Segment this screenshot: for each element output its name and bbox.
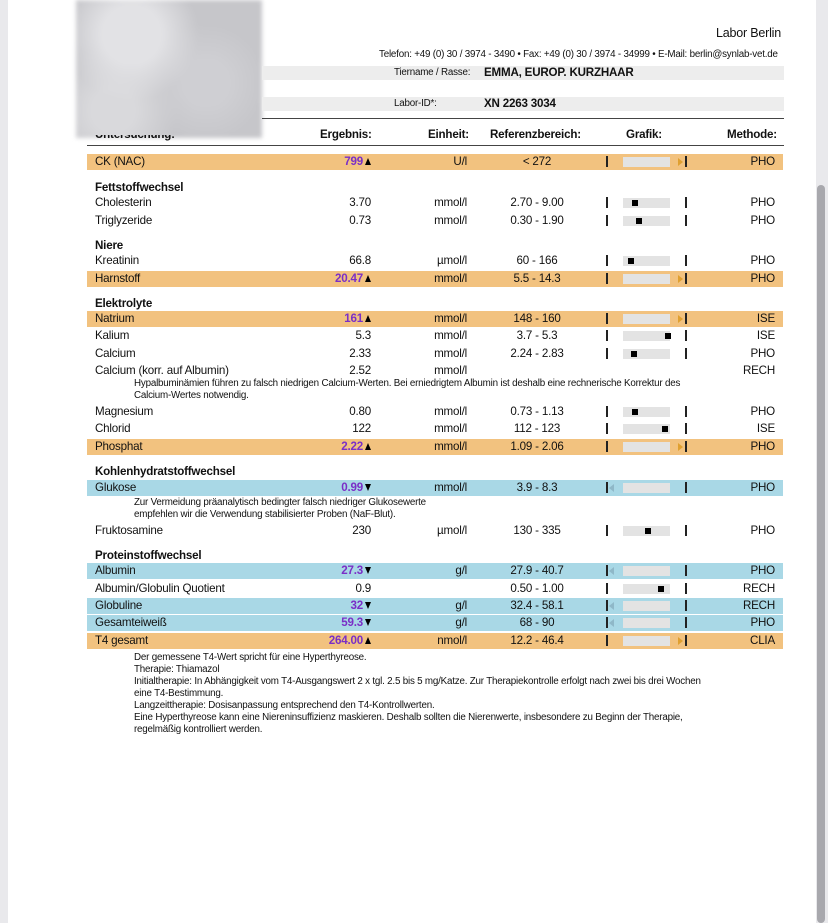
test-unit: g/l <box>455 599 467 612</box>
test-method: PHO <box>750 481 775 494</box>
range-bar-track <box>623 407 670 417</box>
range-bar-left-tick <box>606 406 608 417</box>
table-header-divider <box>87 145 784 146</box>
range-bar-track <box>623 349 670 359</box>
row-note-line: Calcium-Wertes notwendig. <box>134 390 249 401</box>
labid-label: Labor-ID*: <box>394 98 437 109</box>
test-method: PHO <box>750 440 775 453</box>
range-bar-left-tick <box>606 525 608 536</box>
test-reference-range: 68 - 90 <box>519 616 555 629</box>
test-reference-range: 130 - 335 <box>513 524 561 537</box>
test-result <box>341 481 371 494</box>
range-bar-right-tick <box>685 482 687 493</box>
test-reference-range: 32.4 - 58.1 <box>510 599 564 612</box>
range-bar-left-tick <box>606 197 608 208</box>
result-value: 20.47 <box>334 272 363 285</box>
col-unit-header: Einheit: <box>428 128 469 141</box>
test-result <box>344 312 371 325</box>
test-reference-range: 3.9 - 8.3 <box>516 481 558 494</box>
arrow-up-icon <box>365 315 371 322</box>
test-method: PHO <box>750 155 775 168</box>
test-unit: mmol/l <box>434 312 467 325</box>
final-note-line: regelmäßig kontrolliert werden. <box>134 724 263 735</box>
arrow-up-icon <box>365 158 371 165</box>
vertical-scrollbar[interactable] <box>817 185 825 923</box>
test-method: ISE <box>756 422 775 435</box>
lab-contact: Telefon: +49 (0) 30 / 3974 - 3490 • Fax: +49 (0) 30 / 3974 - 34999 • E-Mail: berlin@synlab-vet.de <box>379 49 778 60</box>
test-method: PHO <box>750 347 775 360</box>
range-bar-left-tick <box>606 617 608 628</box>
test-name: Kreatinin <box>95 254 139 267</box>
test-unit: µmol/l <box>437 254 467 267</box>
row-highlight <box>87 615 783 631</box>
result-value: 230 <box>352 524 371 537</box>
range-bar-left-tick <box>606 348 608 359</box>
arrow-up-icon <box>365 443 371 450</box>
range-bar-right-tick <box>685 441 687 452</box>
test-method: ISE <box>756 329 775 342</box>
result-value: 264.00 <box>328 634 363 647</box>
arrow-up-icon <box>365 637 371 644</box>
test-result <box>349 405 371 418</box>
test-method: PHO <box>750 214 775 227</box>
test-name: Albumin <box>95 564 136 577</box>
final-note-line: Der gemessene T4-Wert spricht für eine Hyperthyreose. <box>134 652 367 663</box>
test-method: RECH <box>742 364 775 377</box>
range-bar-track <box>623 274 670 284</box>
result-value: 3.70 <box>349 196 371 209</box>
range-bar-left-tick <box>606 565 608 576</box>
test-result <box>349 254 371 267</box>
test-unit: mmol/l <box>434 481 467 494</box>
test-unit: mmol/l <box>434 329 467 342</box>
result-value: 0.73 <box>349 214 371 227</box>
test-result <box>341 616 371 629</box>
test-name: Natrium <box>95 312 135 325</box>
result-value: 0.80 <box>349 405 371 418</box>
test-result <box>352 524 371 537</box>
out-of-range-high-icon <box>678 315 683 323</box>
test-name: Cholesterin <box>95 196 152 209</box>
range-bar-track <box>623 331 670 341</box>
range-bar-marker <box>658 586 664 592</box>
final-note-line: Eine Hyperthyreose kann eine Niereninsuffizienz maskieren. Deshalb sollten die Nierenwerte, insbesondere zu Beginn der Therapie, <box>134 712 683 723</box>
arrow-up-icon <box>365 275 371 282</box>
lab-name: Labor Berlin <box>716 26 782 40</box>
range-bar-left-tick <box>606 156 608 167</box>
range-bar-track <box>623 566 670 576</box>
result-value: 32 <box>350 599 363 612</box>
test-unit: mmol/l <box>434 196 467 209</box>
test-name: Chlorid <box>95 422 131 435</box>
range-bar-marker <box>645 528 651 534</box>
test-unit: mmol/l <box>434 214 467 227</box>
range-bar-right-tick <box>685 565 687 576</box>
result-value: 122 <box>352 422 371 435</box>
range-bar-track <box>623 314 670 324</box>
range-bar-marker <box>628 258 634 264</box>
test-reference-range: 3.7 - 5.3 <box>516 329 558 342</box>
test-method: RECH <box>742 582 775 595</box>
test-name: CK (NAC) <box>95 155 145 168</box>
result-value: 2.22 <box>341 440 363 453</box>
range-bar-track <box>623 198 670 208</box>
out-of-range-low-icon <box>609 484 614 492</box>
test-result <box>349 364 371 377</box>
header-divider <box>262 118 784 119</box>
range-bar-left-tick <box>606 255 608 266</box>
test-unit: mmol/l <box>434 422 467 435</box>
range-bar-right-tick <box>685 255 687 266</box>
range-bar-left-tick <box>606 215 608 226</box>
result-value: 2.52 <box>349 364 371 377</box>
range-bar-left-tick <box>606 482 608 493</box>
result-value: 59.3 <box>341 616 363 629</box>
test-name: Calcium (korr. auf Albumin) <box>95 364 229 377</box>
range-bar-right-tick <box>685 600 687 611</box>
section-title: Kohlenhydratstoffwechsel <box>95 465 236 478</box>
row-highlight <box>87 563 783 579</box>
range-bar-marker <box>662 426 668 432</box>
range-bar-marker <box>636 218 642 224</box>
test-method: PHO <box>750 254 775 267</box>
range-bar-left-tick <box>606 583 608 594</box>
test-reference-range: 0.73 - 1.13 <box>510 405 564 418</box>
section-title: Proteinstoffwechsel <box>95 549 202 562</box>
test-unit: U/l <box>453 155 467 168</box>
test-reference-range: 2.70 - 9.00 <box>510 196 564 209</box>
range-bar-track <box>623 483 670 493</box>
row-highlight <box>87 598 783 614</box>
result-value: 161 <box>344 312 363 325</box>
out-of-range-low-icon <box>609 619 614 627</box>
test-method: PHO <box>750 564 775 577</box>
test-result <box>355 329 371 342</box>
result-value: 5.3 <box>355 329 371 342</box>
test-name: Fruktosamine <box>95 524 163 537</box>
range-bar-right-tick <box>685 583 687 594</box>
result-value: 2.33 <box>349 347 371 360</box>
test-result <box>349 196 371 209</box>
test-name: Harnstoff <box>95 272 141 285</box>
range-bar-right-tick <box>685 215 687 226</box>
test-reference-range: 1.09 - 2.06 <box>510 440 564 453</box>
out-of-range-low-icon <box>609 602 614 610</box>
test-unit: g/l <box>455 616 467 629</box>
test-name: Globuline <box>95 599 143 612</box>
col-range-header: Referenzbereich: <box>490 128 581 141</box>
range-bar-right-tick <box>685 197 687 208</box>
labid-value: XN 2263 3034 <box>484 97 556 110</box>
range-bar-right-tick <box>685 406 687 417</box>
out-of-range-high-icon <box>678 443 683 451</box>
range-bar-left-tick <box>606 330 608 341</box>
range-bar-right-tick <box>685 348 687 359</box>
test-result <box>341 440 371 453</box>
test-name: Kalium <box>95 329 130 342</box>
range-bar-right-tick <box>685 525 687 536</box>
test-method: PHO <box>750 196 775 209</box>
range-bar-track <box>623 216 670 226</box>
arrow-down-icon <box>365 567 371 574</box>
range-bar-track <box>623 442 670 452</box>
test-result <box>344 155 371 168</box>
test-reference-range: 0.30 - 1.90 <box>510 214 564 227</box>
range-bar-right-tick <box>685 156 687 167</box>
range-bar-left-tick <box>606 423 608 434</box>
result-value: 0.9 <box>355 582 371 595</box>
range-bar-track <box>623 618 670 628</box>
test-reference-range: 60 - 166 <box>516 254 558 267</box>
test-name: Triglyzeride <box>95 214 153 227</box>
section-title: Elektrolyte <box>95 297 153 310</box>
arrow-down-icon <box>365 619 371 626</box>
section-title: Niere <box>95 239 124 252</box>
test-unit: µmol/l <box>437 524 467 537</box>
out-of-range-high-icon <box>678 275 683 283</box>
result-value: 66.8 <box>349 254 371 267</box>
range-bar-right-tick <box>685 273 687 284</box>
range-bar-track <box>623 636 670 646</box>
test-result <box>335 272 371 285</box>
test-unit: mmol/l <box>434 440 467 453</box>
test-unit: g/l <box>455 564 467 577</box>
row-note-line: Zur Vermeidung präanalytisch bedingter falsch niedriger Glukosewerte <box>134 497 426 508</box>
test-name: Albumin/Globulin Quotient <box>95 582 225 595</box>
col-graph-header: Grafik: <box>626 128 662 141</box>
out-of-range-high-icon <box>678 158 683 166</box>
test-method: PHO <box>750 524 775 537</box>
final-note-line: Therapie: Thiamazol <box>134 664 220 675</box>
final-note-line: Langzeittherapie: Dosisanpassung entsprechend den T4-Kontrollwerten. <box>134 700 435 711</box>
out-of-range-high-icon <box>678 637 683 645</box>
result-value: 799 <box>344 155 363 168</box>
arrow-down-icon <box>365 484 371 491</box>
range-bar-marker <box>631 351 637 357</box>
row-note-line: empfehlen wir die Verwendung stabilisierter Proben (NaF-Blut). <box>134 509 396 520</box>
test-result <box>349 214 371 227</box>
test-method: ISE <box>756 312 775 325</box>
range-bar-marker <box>632 409 638 415</box>
test-result <box>355 582 371 595</box>
test-name: Glukose <box>95 481 137 494</box>
test-method: CLIA <box>750 634 775 647</box>
range-bar-marker <box>665 333 671 339</box>
test-result <box>351 599 372 612</box>
test-reference-range: 148 - 160 <box>513 312 561 325</box>
test-result <box>329 634 371 647</box>
row-note-line: Hypalbuminämien führen zu falsch niedrigen Calcium-Werten. Bei erniedrigtem Albumin ist deshalb eine rechnerische Korrektur des <box>134 378 681 389</box>
test-name: T4 gesamt <box>95 634 148 647</box>
range-bar-right-tick <box>685 635 687 646</box>
test-unit: mmol/l <box>434 405 467 418</box>
test-reference-range: 0.50 - 1.00 <box>510 582 564 595</box>
test-unit: mmol/l <box>434 272 467 285</box>
col-result-header: Ergebnis: <box>320 128 372 141</box>
range-bar-left-tick <box>606 600 608 611</box>
test-result <box>352 422 371 435</box>
range-bar-left-tick <box>606 635 608 646</box>
result-value: 27.3 <box>341 564 363 577</box>
test-result <box>349 347 371 360</box>
test-reference-range: 112 - 123 <box>513 422 561 435</box>
final-note-line: eine T4-Bestimmung. <box>134 688 224 699</box>
test-reference-range: 27.9 - 40.7 <box>510 564 564 577</box>
range-bar-right-tick <box>685 330 687 341</box>
range-bar-track <box>623 601 670 611</box>
final-note-line: Initialtherapie: In Abhängigkeit vom T4-Ausgangswert 2 x tgl. 2.5 bis 5 mg/Katze. Zur Therapiekontrolle erfolgt nach zwei bis drei Wochen <box>134 676 701 687</box>
arrow-down-icon <box>365 602 371 609</box>
test-name: Phosphat <box>95 440 143 453</box>
range-bar-marker <box>632 200 638 206</box>
test-name: Magnesium <box>95 405 154 418</box>
test-method: RECH <box>742 599 775 612</box>
test-reference-range: 12.2 - 46.4 <box>510 634 564 647</box>
range-bar-left-tick <box>606 273 608 284</box>
test-method: PHO <box>750 272 775 285</box>
test-method: PHO <box>750 405 775 418</box>
test-reference-range: < 272 <box>522 155 552 168</box>
animal-label: Tiername / Rasse: <box>394 67 471 78</box>
redacted-logo-area <box>76 0 262 138</box>
test-unit: mmol/l <box>434 364 467 377</box>
range-bar-right-tick <box>685 617 687 628</box>
test-result <box>341 564 371 577</box>
test-name: Calcium <box>95 347 136 360</box>
col-method-header: Methode: <box>727 128 777 141</box>
test-unit: nmol/l <box>437 634 467 647</box>
test-unit: mmol/l <box>434 347 467 360</box>
out-of-range-low-icon <box>609 567 614 575</box>
range-bar-right-tick <box>685 423 687 434</box>
test-reference-range: 5.5 - 14.3 <box>513 272 561 285</box>
test-name: Gesamteiweiß <box>95 616 167 629</box>
animal-value: EMMA, EUROP. KURZHAAR <box>484 66 634 79</box>
section-title: Fettstoffwechsel <box>95 181 184 194</box>
result-value: 0.99 <box>341 481 363 494</box>
test-method: PHO <box>750 616 775 629</box>
range-bar-left-tick <box>606 313 608 324</box>
test-reference-range: 2.24 - 2.83 <box>510 347 564 360</box>
range-bar-right-tick <box>685 313 687 324</box>
range-bar-track <box>623 157 670 167</box>
range-bar-left-tick <box>606 441 608 452</box>
